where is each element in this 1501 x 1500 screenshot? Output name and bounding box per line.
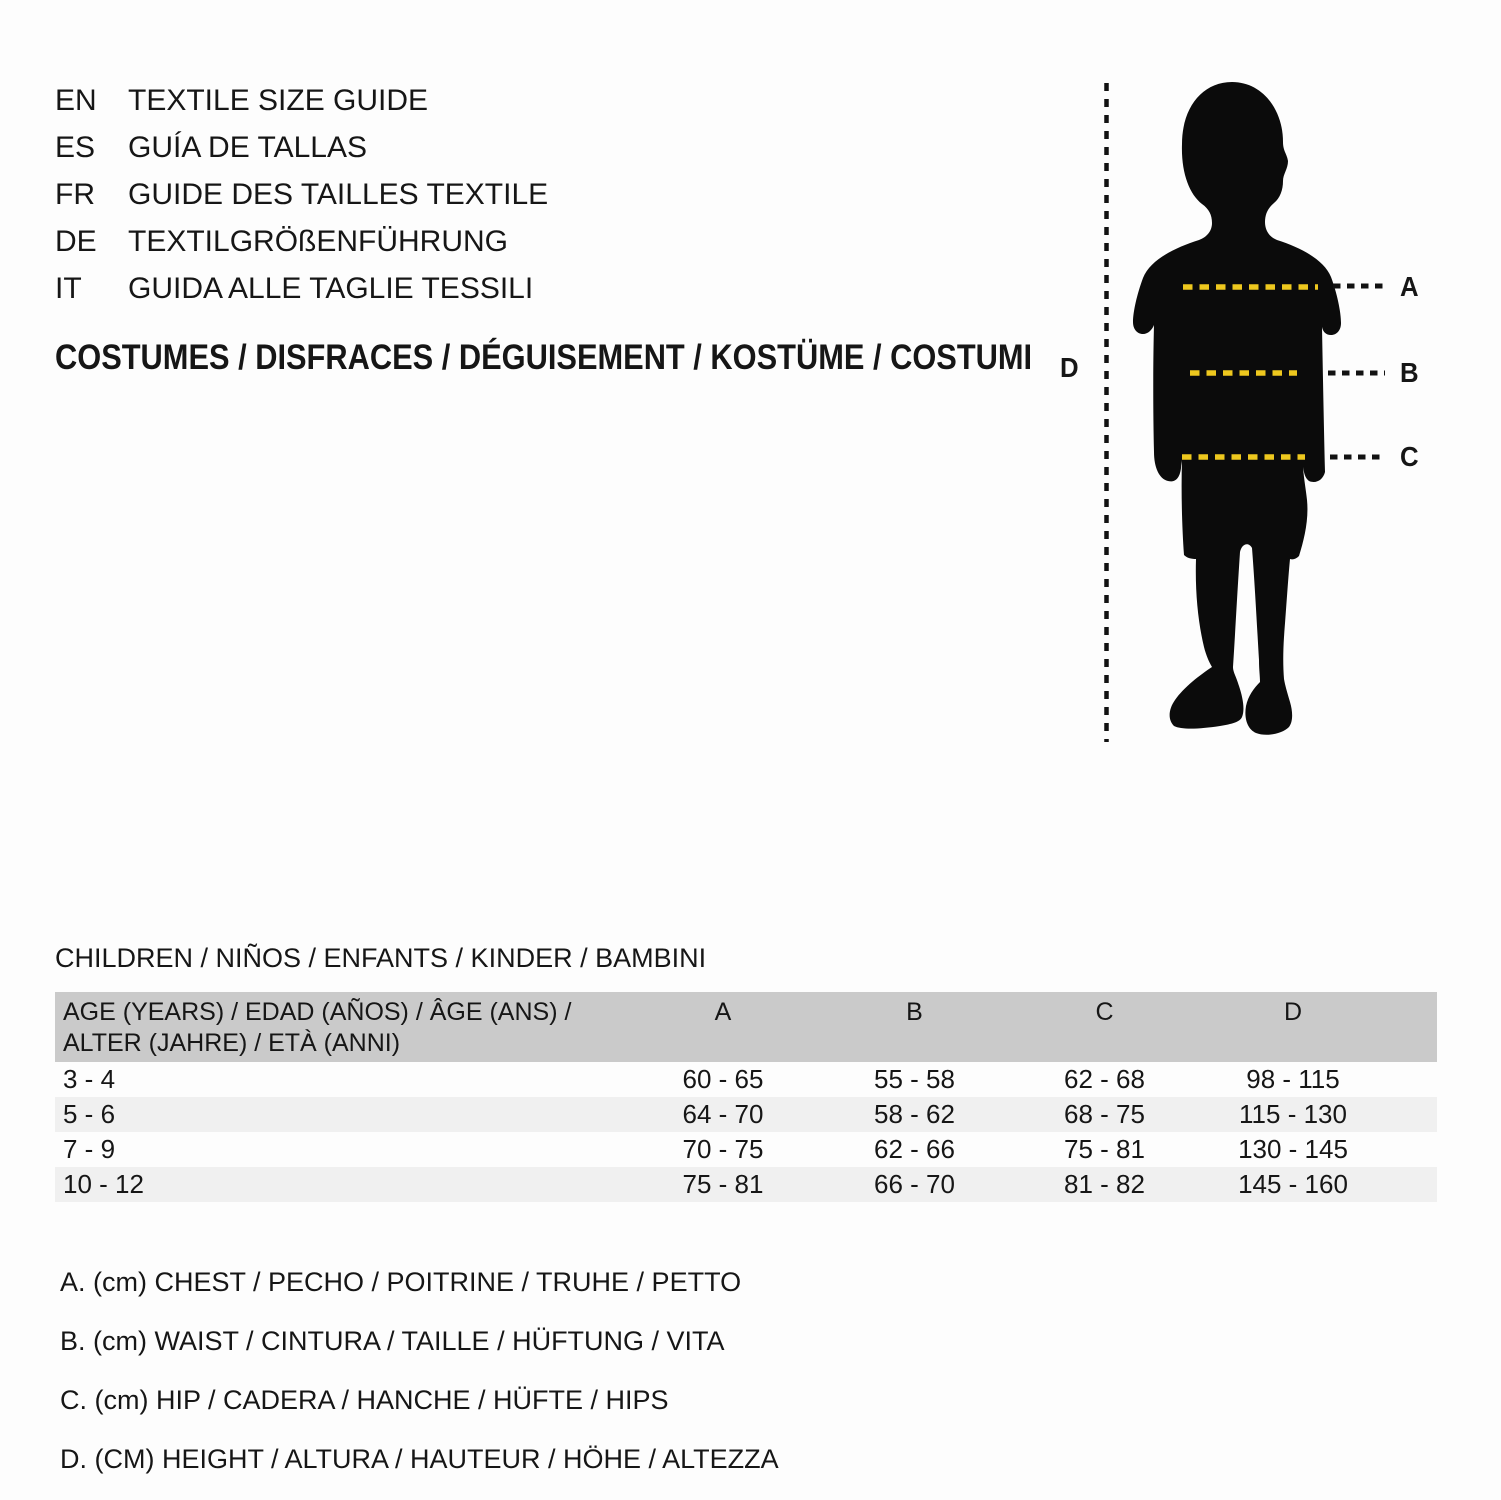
age-column-header <box>55 992 628 1062</box>
legend-item-height: D. (CM) HEIGHT / ALTURA / HAUTEUR / HÖHE / ALTEZZA <box>60 1444 779 1474</box>
age-header-line1: AGE (YEARS) / EDAD (AÑOS) / ÂGE (ANS) / <box>63 998 572 1026</box>
language-row <box>55 218 548 265</box>
measurement-legend <box>60 1253 779 1489</box>
value-cell-a: 60 - 65 <box>682 1064 764 1094</box>
value-cell-a: 64 - 70 <box>682 1099 764 1129</box>
value-cell-d: 130 - 145 <box>1238 1134 1348 1164</box>
age-header-line2: ALTER (JAHRE) / ETÀ (ANNI) <box>63 1029 401 1057</box>
column-header-b: B <box>906 998 923 1026</box>
legend-item-chest: A. (cm) CHEST / PECHO / POITRINE / TRUHE / PETTO <box>60 1267 742 1297</box>
child-silhouette-figure <box>1040 80 1460 745</box>
value-cell-c: 62 - 68 <box>1064 1064 1145 1094</box>
language-row <box>55 77 548 124</box>
legend-item-hip: C. (cm) HIP / CADERA / HANCHE / HÜFTE / HIPS <box>60 1385 669 1415</box>
value-cell-a: 70 - 75 <box>682 1134 764 1164</box>
label-waist-b: B <box>1400 357 1419 388</box>
column-header-d: D <box>1283 998 1303 1026</box>
language-title: GUÍA DE TALLAS <box>128 131 367 164</box>
table-row <box>55 1097 1437 1132</box>
value-cell-b: 55 - 58 <box>874 1064 955 1094</box>
value-cell-c: 75 - 81 <box>1064 1134 1145 1164</box>
value-cell-b: 62 - 66 <box>874 1134 955 1164</box>
age-cell: 10 - 12 <box>63 1169 144 1199</box>
size-table <box>55 992 1437 1202</box>
language-list <box>55 77 548 312</box>
value-cell-c: 68 - 75 <box>1064 1099 1145 1129</box>
language-title: GUIDA ALLE TAGLIE TESSILI <box>128 272 534 305</box>
value-cell-c: 81 - 82 <box>1064 1169 1145 1199</box>
language-code: FR <box>55 178 95 211</box>
age-cell: 5 - 6 <box>63 1099 116 1129</box>
value-cell-d: 145 - 160 <box>1238 1169 1348 1199</box>
value-cell-d: 115 - 130 <box>1239 1099 1347 1129</box>
table-row <box>55 1062 1437 1097</box>
age-cell: 7 - 9 <box>63 1134 116 1164</box>
child-silhouette <box>1133 82 1341 735</box>
language-code: DE <box>55 225 97 258</box>
category-title: COSTUMES / DISFRACES / DÉGUISEMENT / KOSTÜME / COSTUMI <box>55 338 1033 377</box>
legend-item-waist: B. (cm) WAIST / CINTURA / TAILLE / HÜFTUNG / VITA <box>60 1326 725 1356</box>
value-cell-a: 75 - 81 <box>682 1169 764 1199</box>
label-height-d: D <box>1060 352 1079 383</box>
value-cell-b: 58 - 62 <box>874 1099 955 1129</box>
value-cell-b: 66 - 70 <box>874 1169 955 1199</box>
language-row <box>55 265 548 312</box>
table-row <box>55 1167 1437 1202</box>
column-header-a: A <box>714 998 732 1026</box>
language-title: TEXTILGRÖßENFÜHRUNG <box>128 225 509 258</box>
column-header-c: C <box>1095 998 1114 1026</box>
language-title: TEXTILE SIZE GUIDE <box>128 84 429 117</box>
label-hip-c: C <box>1400 441 1419 472</box>
language-code: ES <box>55 131 96 164</box>
table-header-row <box>55 992 1437 1062</box>
language-row <box>55 124 548 171</box>
language-row <box>55 171 548 218</box>
size-table-title: CHILDREN / NIÑOS / ENFANTS / KINDER / BAMBINI <box>55 943 707 973</box>
table-row <box>55 1132 1437 1167</box>
label-chest-a: A <box>1400 271 1419 302</box>
language-code: IT <box>55 272 82 305</box>
value-cell-d: 98 - 115 <box>1246 1064 1340 1094</box>
language-code: EN <box>55 84 97 117</box>
language-title: GUIDE DES TAILLES TEXTILE <box>128 178 549 211</box>
age-cell: 3 - 4 <box>63 1064 116 1094</box>
